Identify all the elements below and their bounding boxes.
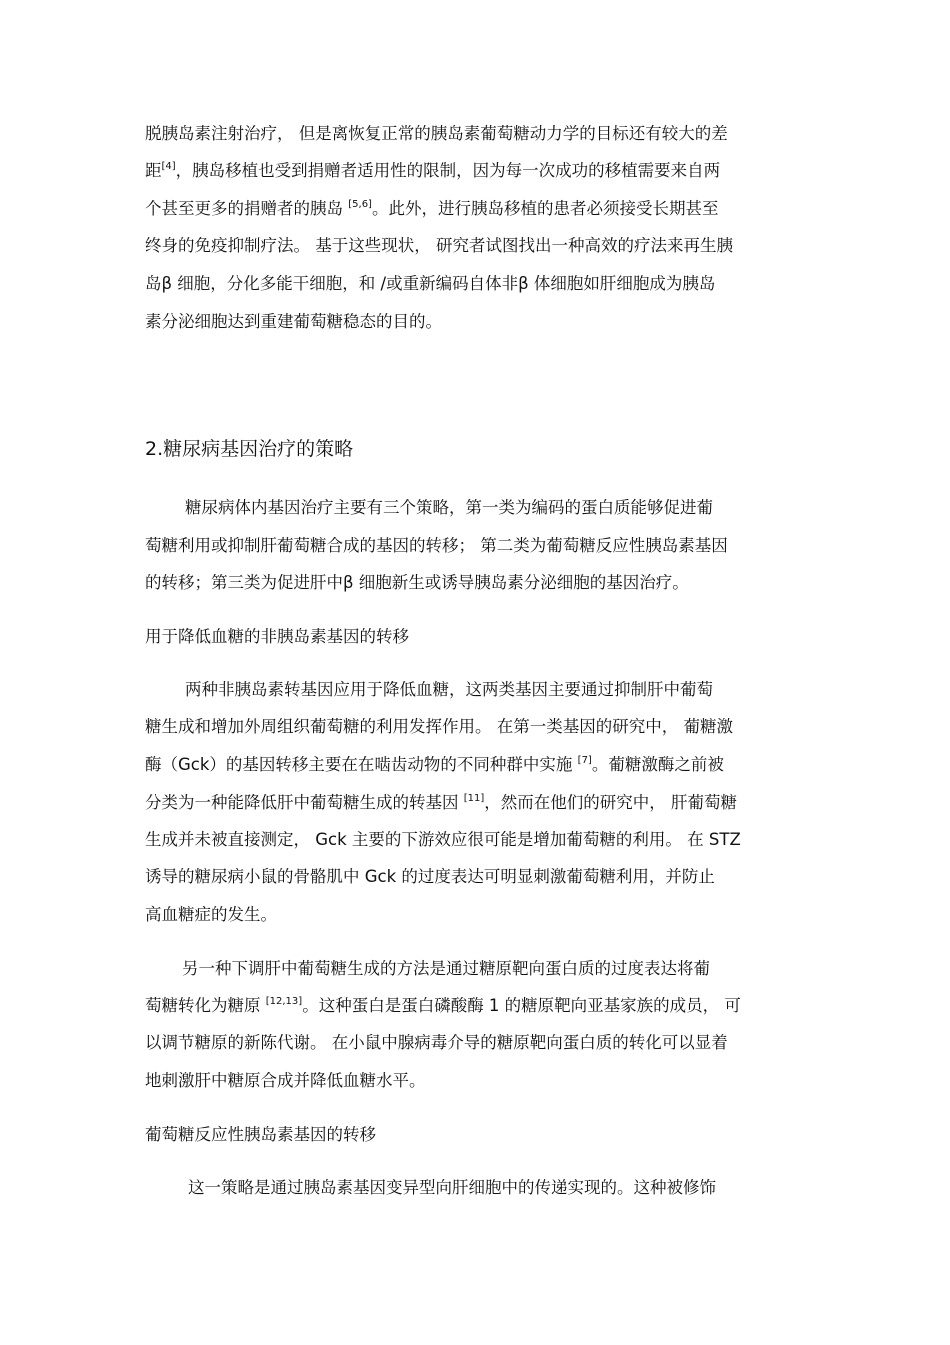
citation: [11] (463, 793, 485, 804)
citation: [5,6] (348, 199, 372, 210)
paragraph-line: 脱胰岛素注射治疗， 但是离恢复正常的胰岛素葡萄糖动力学的目标还有较大的差 (145, 124, 728, 143)
paragraph-line: 以调节糖原的新陈代谢。 在小鼠中腺病毒介导的糖原靶向蛋白质的转化可以显着 (145, 1033, 728, 1052)
paragraph-line: 两种非胰岛素转基因应用于降低血糖，这两类基因主要通过抑制肝中葡萄 (185, 680, 713, 699)
paragraph-line: 个甚至更多的捐赠者的胰岛 [5,6]。此外，进行胰岛移植的患者必须接受长期甚至 (145, 199, 719, 218)
paragraph-line: 酶（Gck）的基因转移主要在在啮齿动物的不同种群中实施 [7]。葡糖激酶之前被 (145, 755, 724, 774)
paragraph-line: 这一策略是通过胰岛素基因变异型向肝细胞中的传递实现的。这种被修饰 (188, 1178, 716, 1197)
paragraph-line: 糖尿病体内基因治疗主要有三个策略，第一类为编码的蛋白质能够促进葡 (185, 498, 713, 517)
paragraph-line: 岛β 细胞，分化多能干细胞，和 /或重新编码自体非β 体细胞如肝细胞成为胰岛 (145, 274, 716, 293)
citation: [4] (161, 161, 176, 172)
paragraph-line: 生成并未被直接测定， Gck 主要的下游效应很可能是增加葡萄糖的利用。 在 STZ (145, 830, 741, 849)
subsection-heading: 葡萄糖反应性胰岛素基因的转移 (145, 1125, 376, 1144)
paragraph-line: 诱导的糖尿病小鼠的骨骼肌中 Gck 的过度表达可明显刺激葡萄糖利用，并防止 (145, 867, 715, 886)
paragraph-line: 分类为一种能降低肝中葡萄糖生成的转基因 [11]，然而在他们的研究中， 肝葡萄糖 (145, 793, 738, 812)
paragraph-line: 的转移；第三类为促进肝中β 细胞新生或诱导胰岛素分泌细胞的基因治疗。 (145, 573, 689, 592)
paragraph-line: 素分泌细胞达到重建葡萄糖稳态的目的。 (145, 312, 442, 331)
paragraph-line: 另一种下调肝中葡萄糖生成的方法是通过糖原靶向蛋白质的过度表达将葡 (182, 959, 710, 978)
citation: [12,13] (265, 996, 303, 1007)
paragraph-line: 萄糖转化为糖原 [12,13]。这种蛋白是蛋白磷酸酶 1 的糖原靶向亚基家族的成员， 可 (145, 996, 741, 1015)
paragraph-line: 糖生成和增加外周组织葡萄糖的利用发挥作用。 在第一类基因的研究中， 葡糖激 (145, 717, 733, 736)
paragraph-line: 萄糖利用或抑制肝葡萄糖合成的基因的转移； 第二类为葡萄糖反应性胰岛素基因 (145, 536, 728, 555)
paragraph-line: 高血糖症的发生。 (145, 905, 277, 924)
paragraph-line: 地刺激肝中糖原合成并降低血糖水平。 (145, 1071, 426, 1090)
paragraph-line: 终身的免疫抑制疗法。 基于这些现状， 研究者试图找出一种高效的疗法来再生胰 (145, 236, 733, 255)
paragraph-line: 距[4]，胰岛移植也受到捐赠者适用性的限制，因为每一次成功的移植需要来自两 (145, 161, 721, 180)
citation: [7] (577, 755, 592, 766)
subsection-heading: 用于降低血糖的非胰岛素基因的转移 (145, 627, 409, 646)
section-heading: 2.糖尿病基因治疗的策略 (145, 438, 354, 460)
